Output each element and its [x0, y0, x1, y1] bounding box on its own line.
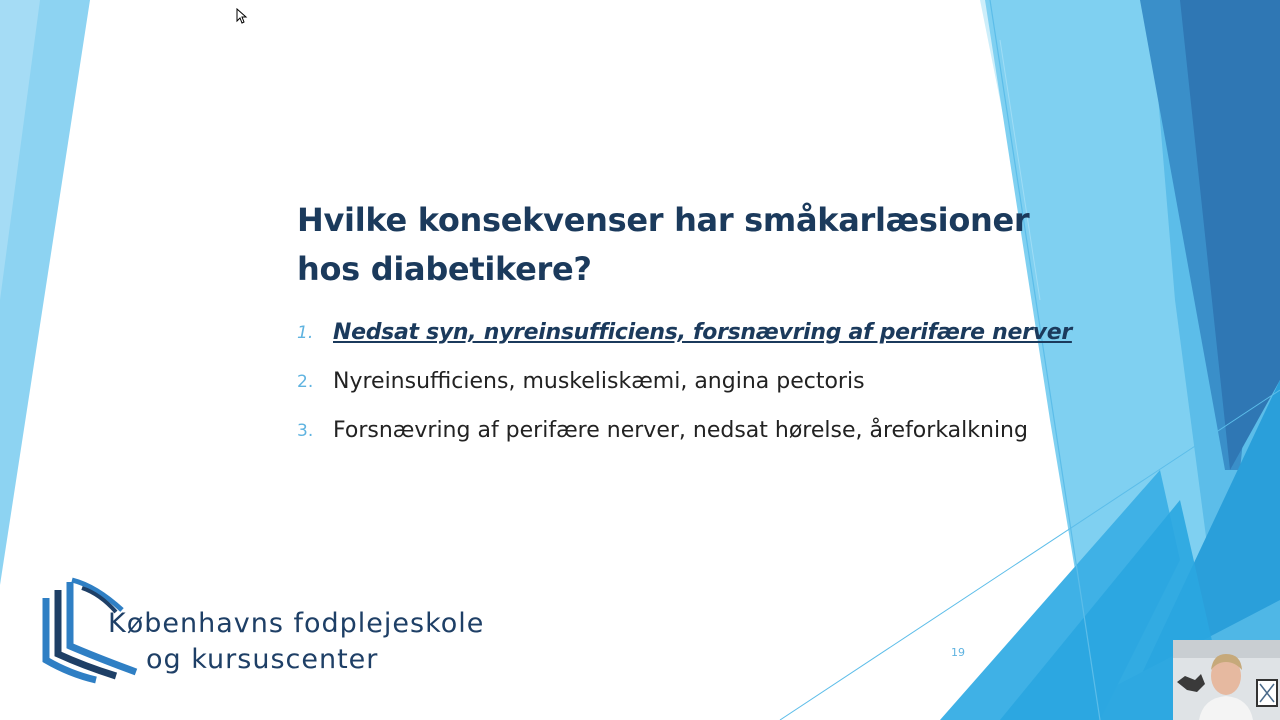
answer-options-list — [297, 308, 1072, 455]
option-text: Forsnævring af perifære nerver, nedsat hørelse, åreforkalkning — [333, 418, 1028, 443]
option-text: Nedsat syn, nyreinsufficiens, forsnævring af perifære nerver — [333, 320, 1072, 345]
option-number: 2. — [297, 371, 314, 392]
option-number: 1. — [297, 322, 314, 343]
webcam-image — [1173, 640, 1280, 720]
school-name-line1: Københavns fodplejeskole — [108, 608, 485, 639]
school-name — [108, 606, 484, 678]
presenter-webcam — [1173, 640, 1280, 720]
answer-option-1[interactable] — [297, 308, 1072, 357]
school-logo — [40, 576, 500, 696]
answer-option-2[interactable] — [297, 357, 1072, 406]
option-number: 3. — [297, 420, 314, 441]
slide-page-number: 19 — [951, 646, 965, 659]
option-text: Nyreinsufficiens, muskeliskæmi, angina pectoris — [333, 369, 865, 394]
slide-title: Hvilke konsekvenser har småkarlæsioner hos diabetikere? — [297, 201, 1030, 288]
school-name-line2: og kursuscenter — [146, 644, 379, 675]
mouse-pointer-icon — [236, 8, 248, 24]
answer-option-3[interactable] — [297, 406, 1072, 455]
